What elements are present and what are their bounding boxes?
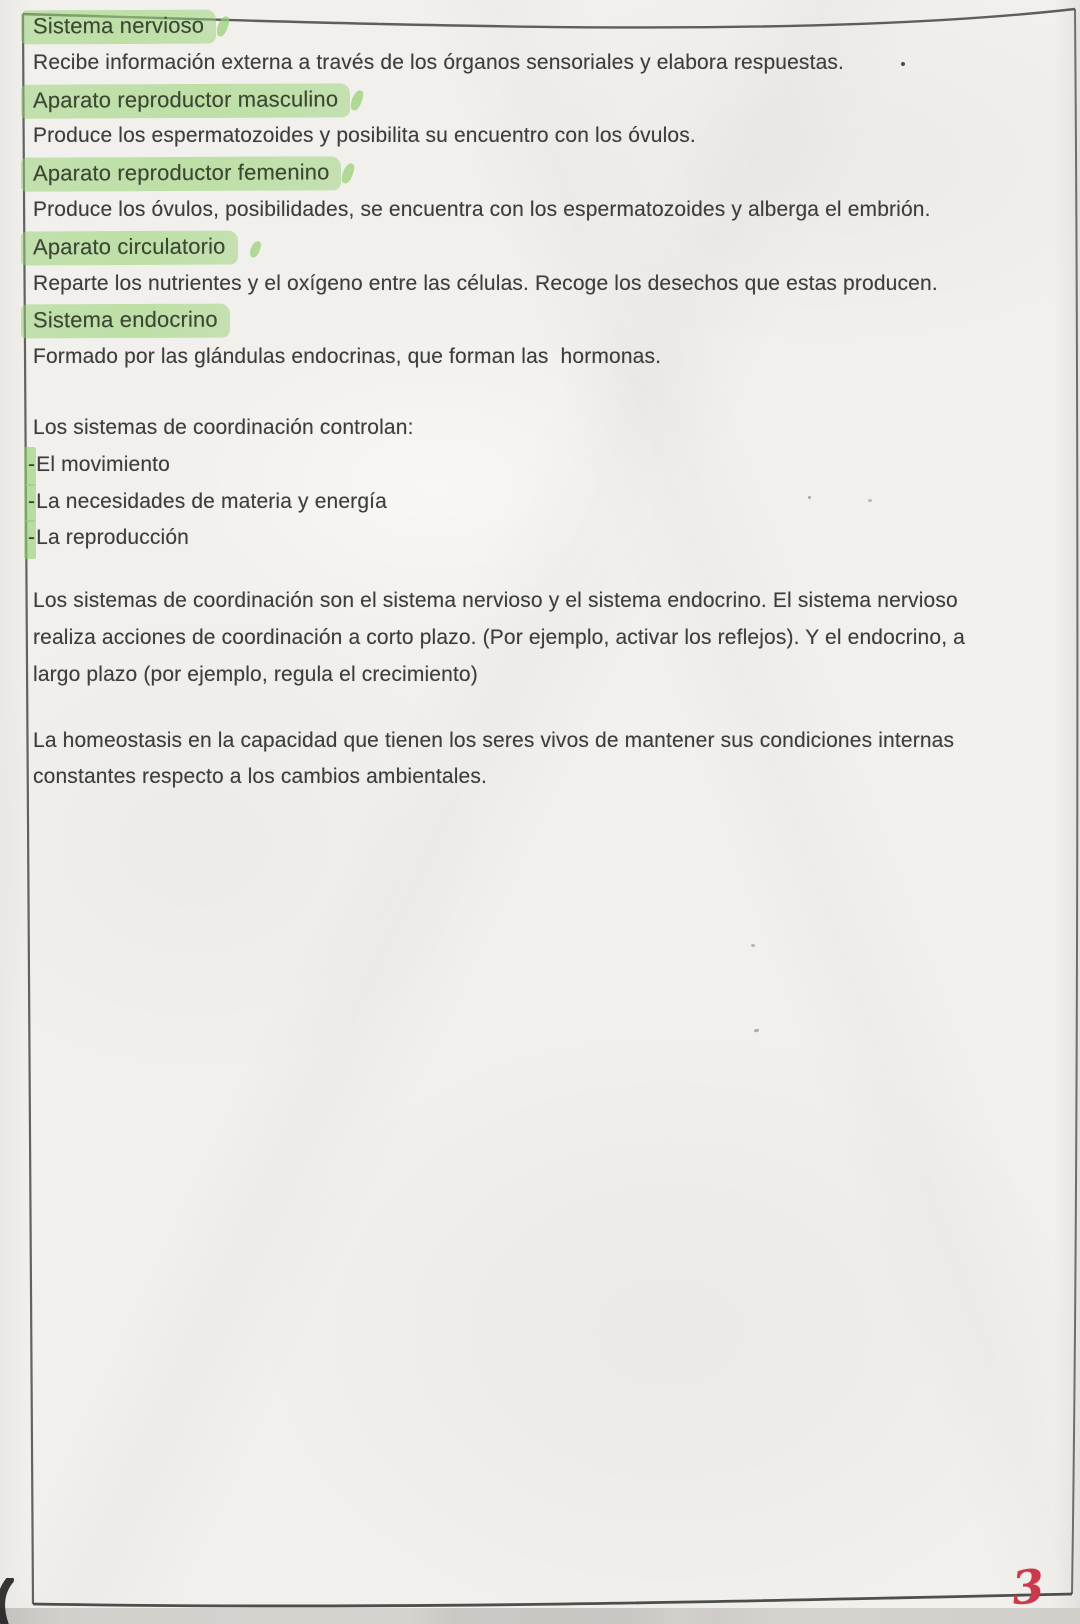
- list-item: [28, 520, 1053, 557]
- highlighter-tail-mark: [349, 88, 365, 111]
- list-intro-text: Los sistemas de coordinación controlan:: [33, 415, 414, 439]
- highlighter-tail-mark: [340, 162, 356, 185]
- section-body-text: Produce los espermatozoides y posibilita su encuentro con los óvulos.: [33, 124, 696, 148]
- highlighted-dash: -: [24, 520, 36, 559]
- paragraph-line: constantes respecto a los cambios ambientales.: [33, 765, 487, 789]
- section-heading-text: Aparato reproductor masculino: [32, 85, 339, 113]
- scan-edge-strip: [0, 1608, 1080, 1624]
- highlighter-tail-mark: [248, 240, 262, 259]
- paper-speck: [868, 499, 872, 502]
- section-body-text: Reparte los nutrientes y el oxígeno entre las células. Recoge los desechos que estas producen.: [33, 271, 938, 295]
- highlighted-heading: [21, 304, 230, 339]
- section-heading-row: [33, 8, 1053, 45]
- section-heading-row: [33, 302, 1053, 339]
- highlighted-heading: [21, 10, 216, 45]
- highlighter-tail-mark: [215, 15, 231, 38]
- section-body-text: Recibe información externa a través de los órganos sensoriales y elabora respuestas.: [33, 50, 845, 74]
- blank-gap: [33, 376, 1053, 410]
- section-heading-text: Aparato circulatorio: [32, 233, 226, 260]
- section-body-text: Formado por las glándulas endocrinas, que forman las hormonas.: [33, 345, 662, 369]
- paper-speck: [808, 496, 811, 499]
- section-heading-row: [33, 229, 1053, 266]
- section-body-text: Produce los óvulos, posibilidades, se encuentra con los espermatozoides y alberga el embrión.: [33, 197, 931, 221]
- list-item-text: La reproducción: [36, 526, 190, 550]
- highlighted-heading: [21, 156, 342, 191]
- blank-gap: [33, 694, 1053, 723]
- section-heading-row: [33, 155, 1053, 192]
- paper-speck: [901, 62, 905, 66]
- highlighted-dash: -: [24, 484, 36, 523]
- section-heading-text: Sistema endocrino: [32, 306, 218, 333]
- paragraph-line: largo plazo (por ejemplo, regula el crecimiento): [33, 662, 478, 686]
- highlighted-heading: [21, 230, 238, 265]
- list-item: [28, 447, 1053, 484]
- section-heading-text: Aparato reproductor femenino: [32, 159, 330, 186]
- paragraph-line: Los sistemas de coordinación son el sistema nervioso y el sistema endocrino. El sistema nervioso: [33, 589, 958, 613]
- page-number: 3: [1009, 1558, 1047, 1616]
- highlighted-dash: -: [24, 447, 36, 486]
- list-item-text: La necesidades de materia y energía: [36, 489, 387, 513]
- paper-speck: [751, 944, 755, 947]
- list-item: [28, 484, 1053, 521]
- paragraph-line: realiza acciones de coordinación a corto plazo. (Por ejemplo, activar los reflejos). Y el endocrino, a: [33, 625, 966, 649]
- list-item-text: El movimiento: [36, 452, 170, 476]
- paragraph-line: La homeostasis en la capacidad que tienen los seres vivos de mantener sus condiciones internas: [33, 728, 955, 752]
- paper-speck: [754, 1028, 760, 1032]
- highlighted-heading: [21, 83, 350, 118]
- section-heading-text: Sistema nervioso: [32, 12, 205, 39]
- section-heading-row: [33, 82, 1053, 119]
- blank-gap: [33, 557, 1053, 583]
- page-content: [28, 8, 1053, 796]
